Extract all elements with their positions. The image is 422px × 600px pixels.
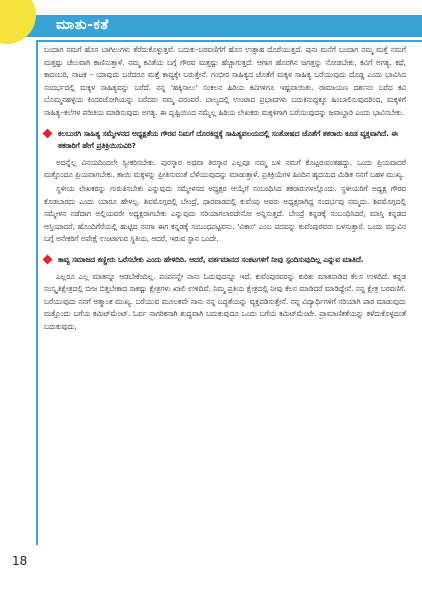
- section-title: ಮಾತು-ಕತೆ: [56, 17, 109, 33]
- page-number: 18: [12, 554, 28, 568]
- article-body: [44, 44, 406, 333]
- paragraph: ಎಲ್ಲರೂ ಎಲ್ಲ ಮಾತನ್ನೂ ಆಡಬೇಕೆಂದಿಲ್ಲ. ಪಂಪನನ್ನೇ ನಾನು ಓದುವುದನ್ನೂ ಇದೆ. ಕುವೆಂಪುರವರನ್ನು ಕುರಿತು ಮಾತನಾಡಿದ ಕೆಲಸ ಉಳಿದಿದೆ. ಕನ್ನಡ ಸಂಸ್ಕೃತಿಕ್ಷೇತ್ರದಲ್ಲಿ ಬೀಜ ಬಿತ್ತಬೇಕಾದ ಸಾಕಷ್ಟು ಕ್ಷೇತ್ರಗಳು ಖಾಲಿ ಉಳಿದಿವೆ. ನಿಮ್ಮ ಪ್ರತಿಯ ಕ್ಷೇತ್ರದಲ್ಲಿ ನೀವು ಕೆಲಸ ಮಾಡಿದರೆ ಮಾಡಿದ್ದೇನೆ. ನನ್ನ ಕ್ಷೇತ್ರ ಬರವಣಿಗೆ. ಬರೆಯುವುದು ನನಗೆ ಆತ್ಮಾಂತ ಮುಖ್ಯ. ಬರೆಯುವ ಮೂಲಕವೇ ನಾನು ನನ್ನ ಬದ್ಧತೆಯನ್ನು ವ್ಯಕ್ತಪಡಿಸುತ್ತೇನೆ. ನನ್ನ ವಿದ್ಯಾರ್ಥಿಗಳಿಗೆ ಸರಿಯಾಗಿ ಪಾಠ ಮಾಡುವುದು ಮತ್ತೊಂದು ಬಗೆಯ ಕಮಿಟ್‌ಮೆಂಟ್. ಓರ್ವ ನಾಗರಿಕನಾಗಿ ಶುದ್ಧವಾಗಿ ಬದುಕುವುದೂ ಒಂದು ಬಗೆಯ ಕಮಿಟ್‌ಮೆಂಟೇ. ಪ್ರಾಮಾಣಿಕತೆಯನ್ನು ಕಳೆದುಕೊಳ್ಳದಂತೆ ಬದುಕುವುದು,: [44, 271, 406, 331]
- sun-decoration-icon: [0, 0, 44, 44]
- header-rule: [36, 40, 422, 42]
- question-text: ಕಲಬುರಗಿ ಸಾಹಿತ್ಯ ಸಮ್ಮೇಳನದ ಅಧ್ಯಕ್ಷತೆಯ ಗೌರವ ನಿಮಗೆ ದೊರಕಿದ್ದಕ್ಕೆ ಸಾಹಿತ್ಯವಲಯದಲ್ಲಿ ಸಂತೋಷದ ಜೊತೆಗೆ ತಕರಾರು ಕೂಡ ವ್ಯಕ್ತವಾಗಿದೆ. ಈ ತಕರಾರಿಗೆ ಹೇಗೆ ಪ್ರತಿಕ್ರಿಯಿಸುವಿರಿ?: [58, 128, 398, 151]
- interview-question: [44, 128, 406, 153]
- paragraph: ಅದನ್ನೆಲ್ಲ ವಿನಯದಿಂದಲೇ ಸ್ವೀಕರಿಸಬೇಕು. ಪುರಸ್ಕಾರ ಅಥವಾ ತಿರಸ್ಕಾರ ಎಲ್ಲವೂ ನಮ್ಮ ಬಳಿ ನಮಗೆ ಕೊಟ್ಟರುವಂತಹದ್ದು. ಒಂದು ಪ್ರಿಯವಾದರೆ ಮತ್ತೊಂದೂ ಪ್ರಿಯವಾಗಬೇಕು. ತಾಯಿ ಮಕ್ಕಳನ್ನು ಪ್ರೀತಿಸುವಂತೆ ಬೆಳೆಯುವುದನ್ನು ಮಾಡುತ್ತಾಳೆ. ಪ್ರತಿಕ್ರಿಯೆಗಳ ಹಿಂದಿನ ಹೃದಯದ ಮಿಡಿತ ನನಗೆ ಬಹಳ ಮುಖ್ಯ.: [44, 157, 406, 180]
- margin-rule: [36, 40, 38, 545]
- interview-question: [44, 254, 406, 267]
- paragraph: ಬಂದಾಗ ನಮಗೆ ಹೊಸ ಬಾಗಿಲುಗಳು ತೆರೆದುಕೊಳ್ಳುತ್ತವೆ. ಬದುಕು-ಬರವಣಿಗೆಗೆ ಹೊಸ ಉತ್ಸಾಹ ದೊರೆಯುತ್ತದೆ. ಪುನಃ ಮನೆಗೆ ಬಂದಾಗ ನಮ್ಮ ಮತ್ತೆ ನಮಗೆ ಮತ್ತಷ್ಟು ಚೆಲುವಾಗಿ ಕಾಣಿಸುತ್ತಾಳೆ. ನಮ್ಮ ಕವಿತೆಯ ಬಗ್ಗೆ ಗೌರವ ಮತ್ತಷ್ಟು ಹೆಚ್ಚಾಗುತ್ತದೆ. ಆಗಾಗ ಹೊರಗಿನ ಜಗತ್ತನ್ನು ನೋಡಬೇಕು, ಕವಿಗೆ ಅಗತ್ಯ. ಕಥೆ, ಕಾದಂಬರಿ, ನಾಟಕ – ಯಾವುದು ಬರೆದರೂ ಮತ್ತೆ ಕಾವ್ಯಕ್ಕೇ ಬರುತ್ತೇನೆ. ಗಂಭೀರ ಸಾಹಿತ್ಯದ ಜೊತೆಗೆ ಮಕ್ಕಳ ಸಾಹಿತ್ಯ ಬರೆಯುವುದು ದೊಡ್ಡ ಎಂದು ಭಾವಿಸಿದ ಸಂದರ್ಭದಲ್ಲಿ ಮಕ್ಕಳ ಸಾಹಿತ್ಯವನ್ನು ಬರೆದೆ. ನನ್ನ 'ಹಕ್ಕಿಸಾಲು' ಸಂಕಲನ ಹಿರಿಯ ಕವಿಗಳಿಗೂ ಇಷ್ಟವಾಯಿತು. ರಾಮಾಯಣ ದರ್ಶನಂ ಬರೆದ ಕವಿ ಬೊಮ್ಮನಹಳ್ಳಿಯ ಕಿಂದರಜೋಗಿಯನ್ನು ಬರೆದರು ನಮ್ಮ ಪರಂಪರೆ. ಬಾಲ್ಯದಲ್ಲಿ ಉಂಟಾದ ಪ್ರಭಾವಗಳು ಬದುಕಿನುದ್ದಕ್ಕೂ ಹಿಂಬಾಲಿಸುವುದರಿಂದ, ಮಕ್ಕಳಿಗೆ ಸಾಹಿತ್ಯ–ಕಲೆಗಳ ಪರಿಚಯ ಮಾಡಿಸುವುದು ಅಗತ್ಯ. ಈ ದೃಷ್ಟಿಯಿಂದ ನಮ್ಮೆಲ್ಲ ಹಿರಿಯ ಲೇಖಕರು ಮಕ್ಕಳಿಗಾಗಿ ಬರೆಯುವುದನ್ನು ಜವಾಬ್ದಾರಿ ಎಂದು ಭಾವಿಸಬೇಕು.: [44, 45, 406, 117]
- paragraph: ಸ್ಥಳೀಯ ಲೇಖಕರನ್ನು ಗುರುತಿಸಬೇಕು ಎನ್ನುವುದು ಸಮ್ಮೇಳನದ ಅಧ್ಯಕ್ಷರ ಆಯ್ಕೆಗೆ ಸಂಬಂಧಿಸಿದ ತಕರಾರುಗಳಲ್ಲೊಂದು. ಸ್ಥಳೀಯರಿಗೆ ಅಧ್ಯಕ್ಷ ಗೌರವ ಕೊಡಬಾರದು ಎಂದು ಯಾರೂ ಹೇಳಲ್ಲ. ಶಿವಮೊಗ್ಗದಲ್ಲಿ ಬೇಂದ್ರೆ, ಧಾರವಾಡದಲ್ಲಿ ಕುವೆಂಪು ಅವರು ಅಧ್ಯಕ್ಷರಾಗಿದ್ದ ಸಂದರ್ಭವು ನಮ್ಮದು. ಶಿವಮೊಗ್ಗದಲ್ಲಿ ಸಮ್ಮೇಳನ ನಡೆದಾಗ ಅಲ್ಲಿಯವರೇ ಅಧ್ಯಕ್ಷರಾಗಬೇಕು ಎನ್ನುವುದು ಸರಿಯಾಗಲಾರದೇನೋ ಅನ್ನಿಸುತ್ತದೆ. ಬೇಂದ್ರೆ ಕನ್ನಡಕ್ಕೆ ಸಂಬಂಧಿಸಿದರೆ, ಮಾಸ್ತಿ ಕನ್ನಡದ ಆಸ್ತಿಯಾದರೆ, ಹೊಂದಿಗೆರೆಯಲ್ಲಿ ಹುಟ್ಟಿದ ನನಗಾ ಈಗ ಕನ್ನಡಕ್ಕೆ ಸಂಬಂಧಪಟ್ಟವನು. 'ವಿಕಾಸ' ಎಂಬ ಪದವನ್ನು ಕುವೆಂಪುರವರು ಬಳಸುತ್ತಾರೆ. ಒಂದು ವಸ್ತುವಿನ ಬಗ್ಗೆ ಅನೇಕರಿಗೆ ಅಪೇಕ್ಷೆ ಉಂಟಾಗುವ ಸ್ಥಿತಿಯ, ಆದರೆ, ಇರುವ ಸ್ಥಾನ ಒಂದೇ.: [44, 183, 406, 244]
- question-text: ಕಾವ್ಯ ಸಮಾಜದ ಕಣ್ಣೀರು ಒರೆಸಬೇಕು ಎಂದು ಹೇಳಿದಿರಿ. ಆದರೆ, ವರ್ತಮಾನದ ಸಂಕಟಗಳಿಗೆ ನೀವು ಸ್ಪಂದಿಸುವುದಿಲ್ಲ ಎನ್ನುವ ಮಾತಿದೆ.: [58, 254, 364, 264]
